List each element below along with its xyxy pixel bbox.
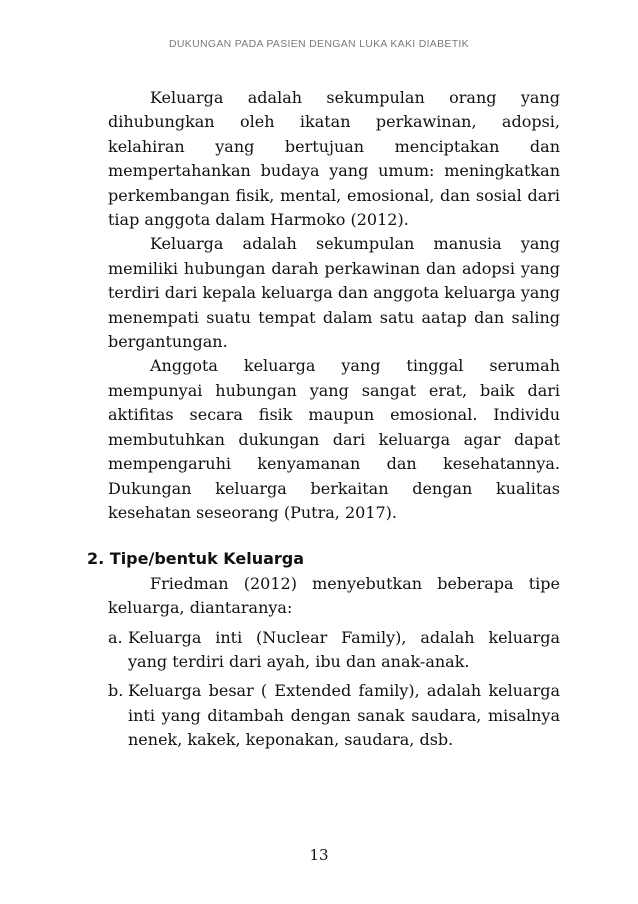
section-intro: Friedman (2012) menyebutkan beberapa tipe keluarga, diantaranya: — [108, 573, 560, 618]
paragraph-family-support: Anggota keluarga yang tinggal serumah mempunyai hubungan yang sangat erat, baik dari aktifitas secara fisik maupun emosional. Individu membutuhkan dukungan dari keluarga agar dapat mempengaruhi kenyamanan dan kesehatannya. Dukungan keluarga berkaitan dengan kualitas kesehatan seseorang (Putra, 2017). — [108, 356, 560, 522]
list-item-extended-family — [108, 679, 560, 752]
section-heading: 2. Tipe/bentuk Keluarga — [87, 549, 305, 569]
list-item-text: Keluarga besar ( Extended family), adalah keluarga inti yang ditambah dengan sanak saudara, misalnya nenek, kakek, keponakan, saudara, dsb. — [128, 681, 560, 750]
list-item-nuclear-family — [108, 626, 560, 675]
paragraph-family-definition-harmoko: Keluarga adalah sekumpulan orang yang dihubungkan oleh ikatan perkawinan, adopsi, kelahiran yang bertujuan menciptakan dan mempertahankan budaya yang umum: meningkatkan perkembangan fisik, mental, emosional, dan sosial dari tiap anggota dalam Harmoko (2012). — [108, 88, 560, 230]
page-number: 13 — [309, 846, 329, 864]
paragraph-family-definition-blood: Keluarga adalah sekumpulan manusia yang memiliki hubungan darah perkawinan dan adopsi yang terdiri dari kepala keluarga dan anggota keluarga yang menempati suatu tempat dalam satu aatap dan saling bergantungan. — [108, 234, 560, 352]
list-marker: a. — [108, 627, 123, 647]
running-header: DUKUNGAN PADA PASIEN DENGAN LUKA KAKI DIABETIK — [169, 38, 469, 50]
list-marker: b. — [108, 681, 124, 701]
family-type-list — [108, 626, 560, 753]
list-item-text: Keluarga inti (Nuclear Family), adalah keluarga yang terdiri dari ayah, ibu dan anak-anak. — [128, 627, 560, 671]
page-body — [87, 86, 560, 758]
